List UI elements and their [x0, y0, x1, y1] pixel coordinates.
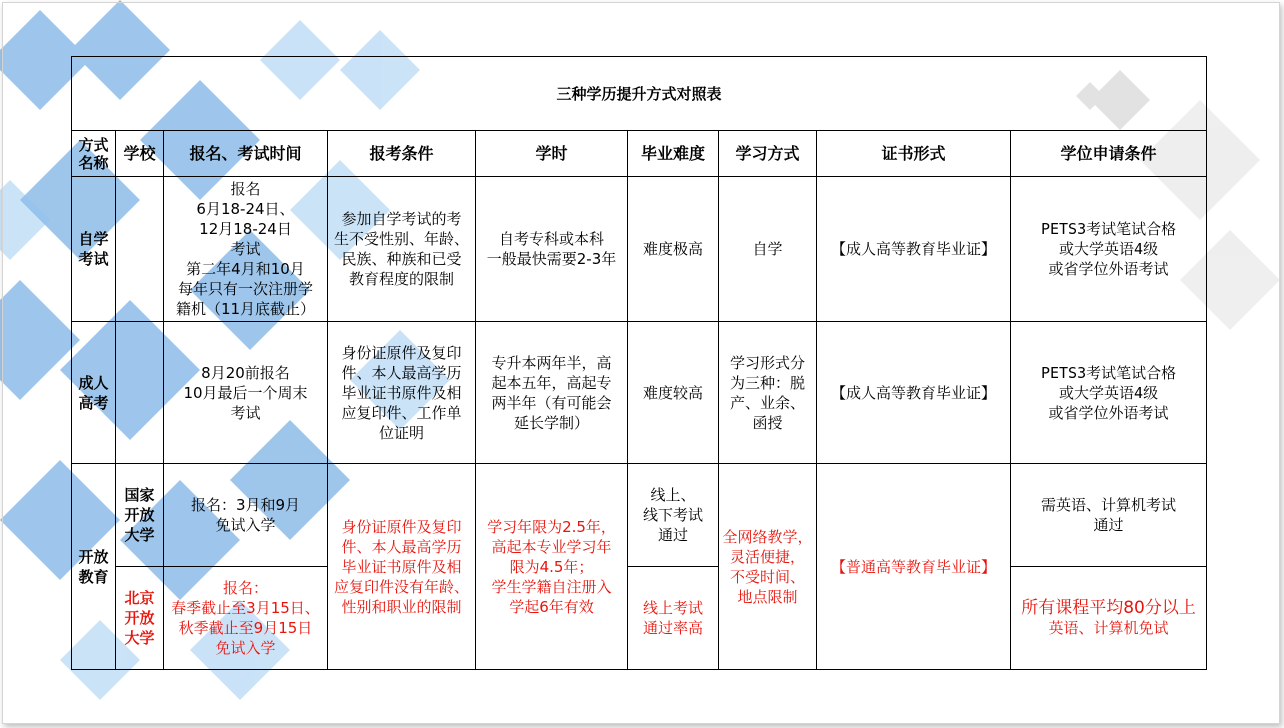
open-edu-study-mode-line: 全网络教学，	[722, 527, 813, 546]
self-exam-degree-line: PETS3考试笔试合格	[1040, 220, 1177, 238]
national-difficulty-line: 线上、	[650, 486, 696, 504]
open-edu-name-line1: 开放	[78, 547, 109, 566]
national-difficulty-line: 通过	[657, 526, 688, 544]
adult-exam-time-line: 10月最后一个周末	[183, 383, 308, 402]
self-exam-time-line: 第二年4月和10月	[186, 260, 305, 278]
open-edu-hours-line: 学生学籍自注册入	[491, 577, 612, 596]
adult-exam-hours-line: 起本五年，高起专	[491, 373, 612, 392]
national-difficulty	[628, 464, 719, 567]
adult-exam-time-line: 考试	[230, 403, 261, 422]
self-exam-conditions-line: 民族、种族和已受	[341, 250, 462, 268]
open-edu-conditions	[328, 464, 476, 670]
beijing-difficulty	[628, 567, 719, 670]
self-exam-time	[164, 177, 328, 322]
adult-exam-conditions	[328, 322, 476, 464]
row-self-exam	[72, 177, 1207, 322]
self-exam-conditions-line: 参加自学考试的考	[341, 210, 462, 228]
self-exam-hours	[476, 177, 628, 322]
adult-exam-degree	[1011, 322, 1207, 464]
adult-exam-hours	[476, 322, 628, 464]
header-certificate: 证书形式	[817, 131, 1011, 177]
open-edu-study-mode-line: 灵活便捷，	[729, 547, 805, 566]
national-school-line: 开放	[124, 506, 155, 524]
beijing-school-line: 大学	[124, 629, 155, 647]
adult-exam-name	[72, 322, 116, 464]
adult-exam-degree-line: PETS3考试笔试合格	[1040, 363, 1177, 382]
beijing-degree	[1011, 567, 1207, 670]
self-exam-degree	[1011, 177, 1207, 322]
beijing-time-line: 秋季截止至9月15日	[178, 619, 313, 637]
beijing-time-line: 报名：	[222, 579, 268, 597]
open-edu-conditions-line: 毕业证书原件及相	[341, 557, 462, 576]
self-exam-conditions	[328, 177, 476, 322]
self-exam-name	[72, 177, 116, 322]
adult-exam-study-mode-line: 产、业余、	[729, 393, 805, 412]
self-exam-certificate: 【成人高等教育毕业证】	[817, 177, 1011, 322]
beijing-degree-line: 所有课程平均80分以上	[1021, 598, 1196, 618]
self-exam-degree-line: 或省学位外语考试	[1048, 260, 1169, 278]
open-edu-conditions-line: 性别和职业的限制	[341, 597, 462, 616]
header-conditions: 报考条件	[328, 131, 476, 177]
row-adult-exam	[72, 322, 1207, 464]
header-method	[72, 131, 116, 177]
national-degree-line: 需英语、计算机考试	[1041, 496, 1177, 514]
self-exam-difficulty: 难度极高	[628, 177, 719, 322]
open-edu-hours-line: 学习年限为2.5年，	[487, 517, 616, 536]
open-edu-name-line2: 教育	[78, 567, 109, 586]
national-degree	[1011, 464, 1207, 567]
header-degree: 学位申请条件	[1011, 131, 1207, 177]
adult-exam-time-line: 8月20前报名	[201, 363, 290, 382]
header-study-mode: 学习方式	[719, 131, 817, 177]
open-edu-hours-line: 学起6年有效	[509, 597, 594, 616]
adult-exam-conditions-line: 毕业证书原件及相	[341, 383, 462, 402]
adult-exam-study-mode-line: 学习形式分	[729, 353, 805, 372]
adult-exam-hours-line: 专升本两年半，高	[491, 353, 612, 372]
table-title: 三种学历提升方式对照表	[72, 57, 1207, 131]
national-degree-line: 通过	[1093, 516, 1124, 534]
adult-exam-conditions-line: 应复印件、工作单	[341, 403, 462, 422]
adult-exam-conditions-line: 件、本人最高学历	[341, 363, 462, 382]
self-exam-conditions-line: 教育程度的限制	[348, 270, 454, 288]
national-open-university	[116, 464, 164, 567]
self-exam-time-line: 6月18-24日、	[196, 200, 295, 218]
self-exam-time-line: 考试	[230, 240, 261, 258]
beijing-difficulty-line: 通过率高	[642, 619, 703, 637]
self-exam-study-mode: 自学	[719, 177, 817, 322]
open-edu-study-mode-line: 不受时间、	[729, 567, 805, 586]
self-exam-conditions-line: 生不受性别、年龄、	[333, 230, 469, 248]
header-hours: 学时	[476, 131, 628, 177]
self-exam-name-line1: 自学	[78, 230, 109, 248]
self-exam-hours-line: 一般最快需要2-3年	[486, 250, 617, 268]
open-edu-conditions-line: 件、本人最高学历	[341, 537, 462, 556]
adult-exam-name-line2: 高考	[78, 393, 109, 412]
beijing-school-line: 北京	[124, 589, 155, 607]
adult-exam-time	[164, 322, 328, 464]
row-open-edu-national	[72, 464, 1207, 567]
beijing-time-line: 春季截止至3月15日、	[171, 599, 320, 617]
adult-exam-hours-line: 延长学制）	[513, 413, 589, 432]
national-school-line: 大学	[124, 526, 155, 544]
open-edu-certificate: 【普通高等教育毕业证】	[817, 464, 1011, 670]
adult-exam-degree-line: 或大学英语4级	[1059, 383, 1159, 402]
open-edu-study-mode	[719, 464, 817, 670]
adult-exam-conditions-line: 位证明	[378, 423, 424, 442]
self-exam-time-line: 籍机（11月底截止）	[175, 300, 316, 318]
beijing-open-university	[116, 567, 164, 670]
national-school-line: 国家	[124, 486, 155, 504]
open-edu-name	[72, 464, 116, 670]
header-school: 学校	[116, 131, 164, 177]
self-exam-degree-line: 或大学英语4级	[1059, 240, 1159, 258]
header-method-line2: 名称	[78, 153, 109, 172]
adult-exam-difficulty: 难度较高	[628, 322, 719, 464]
adult-exam-study-mode-line: 函授	[752, 413, 783, 432]
header-time: 报名、考试时间	[164, 131, 328, 177]
open-edu-conditions-line: 身份证原件及复印	[341, 517, 462, 536]
adult-exam-conditions-line: 身份证原件及复印	[341, 343, 462, 362]
self-exam-time-line: 报名	[230, 180, 261, 198]
beijing-difficulty-line: 线上考试	[642, 599, 703, 617]
self-exam-hours-line: 自考专科或本科	[498, 230, 604, 248]
national-time-line: 免试入学	[215, 516, 276, 534]
adult-exam-school	[116, 322, 164, 464]
open-edu-hours-line: 高起本专业学习年	[491, 537, 612, 556]
national-time-line: 报名：3月和9月	[190, 496, 301, 514]
beijing-time-line: 免试入学	[215, 639, 276, 657]
header-row	[72, 131, 1207, 177]
adult-exam-name-line1: 成人	[78, 373, 109, 392]
self-exam-school	[116, 177, 164, 322]
open-edu-conditions-line: 应复印件没有年龄、	[333, 577, 469, 596]
header-difficulty: 毕业难度	[628, 131, 719, 177]
row-open-edu-beijing	[72, 567, 1207, 670]
adult-exam-study-mode-line: 为三种：脱	[729, 373, 805, 392]
beijing-degree-line: 英语、计算机免试	[1048, 619, 1169, 637]
beijing-school-line: 开放	[124, 609, 155, 627]
self-exam-name-line2: 考试	[78, 250, 109, 268]
open-edu-hours-line: 限为4.5年；	[509, 557, 594, 576]
open-edu-study-mode-line: 地点限制	[737, 587, 798, 606]
self-exam-time-line: 每年只有一次注册学	[177, 280, 313, 298]
open-edu-hours	[476, 464, 628, 670]
comparison-table	[71, 56, 1207, 670]
self-exam-time-line: 12月18-24日	[199, 220, 292, 238]
adult-exam-degree-line: 或省学位外语考试	[1048, 403, 1169, 422]
national-difficulty-line: 线下考试	[642, 506, 703, 524]
adult-exam-study-mode	[719, 322, 817, 464]
adult-exam-certificate: 【成人高等教育毕业证】	[817, 322, 1011, 464]
national-time	[164, 464, 328, 567]
adult-exam-hours-line: 两半年（有可能会	[491, 393, 612, 412]
beijing-time	[164, 567, 328, 670]
header-method-line1: 方式	[78, 135, 109, 154]
